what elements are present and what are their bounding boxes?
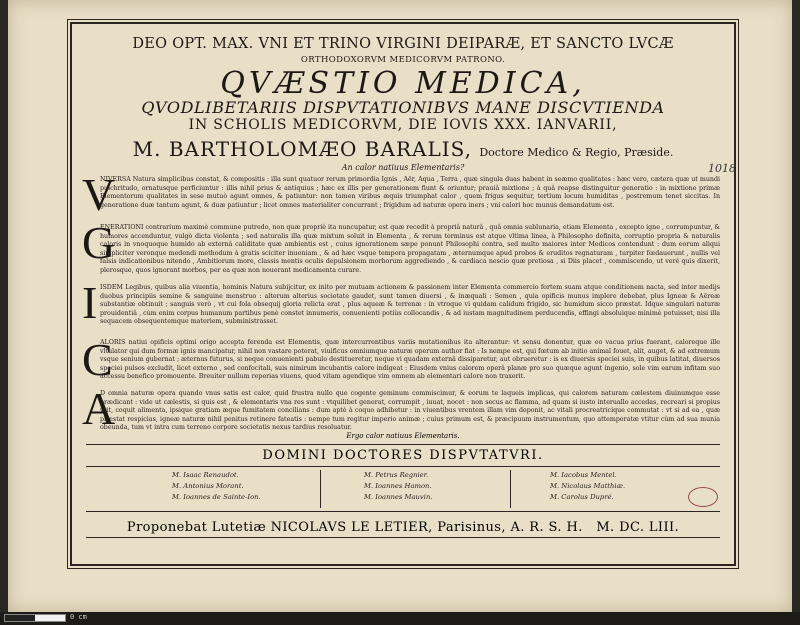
paragraph-3: ISDEM Legibus, quibus alia viuentia, hominis Natura subijcitur, ex inito per mutuam actionem & passionem inter Elementa commercio fortem suam atque conditionem nacta, sed inter medijs duobus principiis semine & sanguine menstruo : alterum alterius societate gaudet, sunt tamen diuersi , & inæquali : Semen , quia opificis munus implere debebat, plus Igneæ & Aëreæ substantiæ obtinuit ; sanguis verò , vt cui fola obsequij gloria relicta erat , plus aqueæ & terrenæ : in vtroque vi quidam calidum frigido, sic humidum sicco præstat. Idque singulari naturæ prouidentiâ , cùm enim corpus humanum partibus penè constet innumeris, conuenienti potiùs collocandis , & ad iustam magnitudinem perducendis, effingi absoluique minimè potuisset, nisi illa sequacem obsequentemque materiem, subministrasset. (100, 284, 720, 326)
doctor-name: M. Ioannes de Sainte-Ion. (172, 493, 261, 501)
ruler-label: 0 cm (70, 613, 87, 621)
document-title: QVÆSTIO MEDICA, (220, 66, 586, 101)
schedule-line: IN SCHOLIS MEDICORVM, DIE IOVIS XXX. IANVARII, (188, 117, 618, 133)
dedication-line: DEO OPT. MAX. VNI ET TRINO VIRGINI DEIPARÆ, ET SANCTO LVCÆ (132, 36, 674, 52)
drop-cap-4: C (82, 334, 113, 385)
presider-line (72, 137, 734, 161)
doctor-name: M. Antonius Morant. (172, 482, 244, 490)
paragraph-5: D omnia naturæ opera quando vnus satis est calor, quid frustra nullo que cogente geminum commiscimur, & eorum te laqueis implicas, qui calorem naturam cælestem diuinumque esse prædicant : vide ut cælestis, si quis est , & elementaris vna res sunt : vtquilibet generat, corrumpit , iuuat, nocet : non secus ac flamma, ad quam si iusto interuallo accedas, recreari si propius vrit, coquit alimenta, ipsique gratiam æque fumitatem concilians : dum aptè à coquo adhibetur : in viuentibus vrentem illam vim deponit, ac vitali procreatricique commutat : vt si ad ea , quæ præstat respicias, igneæ naturæ nihil penitus retinere fateatis : nempe tum regitur imperio animæ ; cuius primum est, & præcipuum instrumentum, quo attemperatæ vtitur cùm ad sua munia obeunda, tum vt intra cum terreno corpore societatis nexus tardius resoluatur. (100, 390, 720, 432)
patron-line: ORTHODOXORVM MEDICORVM PATRONO. (300, 55, 506, 65)
doctors-column-2 (364, 470, 564, 503)
imprint-text: Proponebat Lutetiæ NICOLAVS LE LETIER, Parisinus, A. R. S. H. (126, 520, 583, 535)
library-stamp-icon (688, 487, 718, 507)
drop-cap-1: V (82, 169, 116, 220)
doctor-name: M. Iacobus Mentel. (550, 471, 617, 479)
doctor-name: M. Nicolaus Matthiæ. (550, 482, 626, 490)
document-subtitle: QVODLIBETARIIS DISPVTATIONIBVS MANE DISCVTIENDA (141, 98, 665, 117)
imprint-line (72, 520, 734, 535)
divider-rule (86, 511, 720, 512)
divider-rule (86, 444, 720, 445)
drop-cap-3: I (82, 277, 98, 328)
divider-rule (86, 537, 720, 538)
imprint-year: M. DC. LIII. (596, 520, 680, 535)
doctor-name: M. Petrus Regnier. (364, 471, 429, 479)
question-line: An calor natiuus Elementaris? (341, 163, 465, 172)
ruler-segment (5, 615, 35, 621)
paragraph-4: ALORIS natiui opificis optimi origo accepta ferenda est Elementis, quæ intercurrentibus variis mutationibus ita alterantur: vt sensu donentur, quæ eo vacua prius fuerant, caloreque ille vltulator qui dum formæ ignis mancipatur, nihil non vastare poterat, viuificus omniumque naturæ operum author fiat : Is nempe est, qui fœtum ab initio animal fouet, alit, auget, & ad extremum vsque senium gubernat ; æternus futurus, si neque conuenienti pabulo destitueretur, neque vi quadam externâ dissiparetur, aut obrueretur : is ex diuersis speciei suis, in quibus latitat, diuersos speciei pulsos excludit, licet externo , sed confocitali, suis nimirum incubantis calore indigeat : Eiusdem vnius calorem operâ planæ pro suo quæque agunt ingenio, sole vim earum infitam suo accessu benefico promouente. Breuiter nullum reperias viuens, quod vitam agendique vim omnem ab elementari calore non traxerit. (100, 339, 720, 381)
scale-ruler (0, 612, 800, 625)
document-page (8, 0, 792, 612)
doctors-column-3 (550, 470, 750, 503)
paragraph-2: ENERATIONI contrarium maximè commune putredo, non quæ propriè ita nuncupatur, est quæ recedit à propriâ naturâ , quâ omnia sublunaria, etiam Elementa , excepto igne , corrumpuntur, & humores accenduntur, vulgò dicta violenta ; sed naturalis illa quæ mixtum soluit in Elementa , & rerum terminus est atque vltima linea, à Philosopho definita, corruptio propria & naturalis caloris in vnoquoque humido ab externâ caliditate quæ ambientis est , cuius ignorationem sæpe ponunt Philosophi contra, sed multo maiores inter Medicos contendunt : dum eorum aliqui simpliciter veronque medendi methodum à gratis sciciter inueniam , & ad hæc vsque tempora propagatam , æternumque apud probos & eruditos regnaturam , turpiter fœdauerunt , nullis vel falsis indicationibus nitendo , Ambitiorum more, classis mentis oculis depulsionem morborum aggrediendo , & cardiaca nescio quæ pretiosa , si Diis placet , commiscendo, ut veré quis dixerit, plerosque, quos ignorant morbos, per ea quæ non nouerant medicamenta curare. (100, 224, 720, 274)
doctor-name: M. Ioannes Mauvin. (364, 493, 433, 501)
doctor-name: M. Carolus Dupré. (550, 493, 614, 501)
doctors-heading: DOMINI DOCTORES DISPVTATVRI. (262, 448, 544, 463)
drop-cap-2: G (82, 217, 116, 268)
presider-role: Doctore Medico & Regio, Præside. (479, 146, 674, 159)
conclusion-line: Ergo calor natiuus Elementaris. (346, 432, 460, 440)
drop-cap-5: A (82, 383, 116, 434)
thesis-border-frame (70, 22, 736, 566)
doctors-column-1 (172, 470, 372, 503)
doctor-name: M. Isaac Renaudot. (172, 471, 239, 479)
folio-number: 1018 (708, 162, 736, 175)
doctor-name: M. Ioannes Hamon. (364, 482, 432, 490)
column-divider (510, 470, 511, 508)
presider-name: M. BARTHOLOMÆO BARALIS, (132, 137, 472, 161)
divider-rule (86, 466, 720, 467)
paragraph-1: NIVERSA Natura simplicibus constat, & compositis : illa sunt quatuor rerum primordia Ignis , Aër, Aqua , Terra , quæ singula duas habent in seæmo qualitates : hæc vero, cætera quæ ut mundi pulchritudo, ornatusque perficiuntur : illis nihil prius & antiquius ; hæc ex illis per generationem fiunt & oriuntur; prauiâ mixtione ; à quâ reapse distinguitur generatio : in mixtione primæ Elementorum qualitates in sese mutuò agunt omnes, & patiuntur: non tamen viribus æquis triumphat calor , quem frigus sequitur, tertium locum humiditas , postremum tenet siccitas. In generatione duæ tantum agunt, & duæ patiuntur ; licet omnes materialiter concurrant ; frigidum ad naturæ opera iners ; vni calori hoc munus demandatum est. (100, 176, 720, 209)
ruler-bar (4, 614, 66, 622)
column-divider (320, 470, 321, 508)
